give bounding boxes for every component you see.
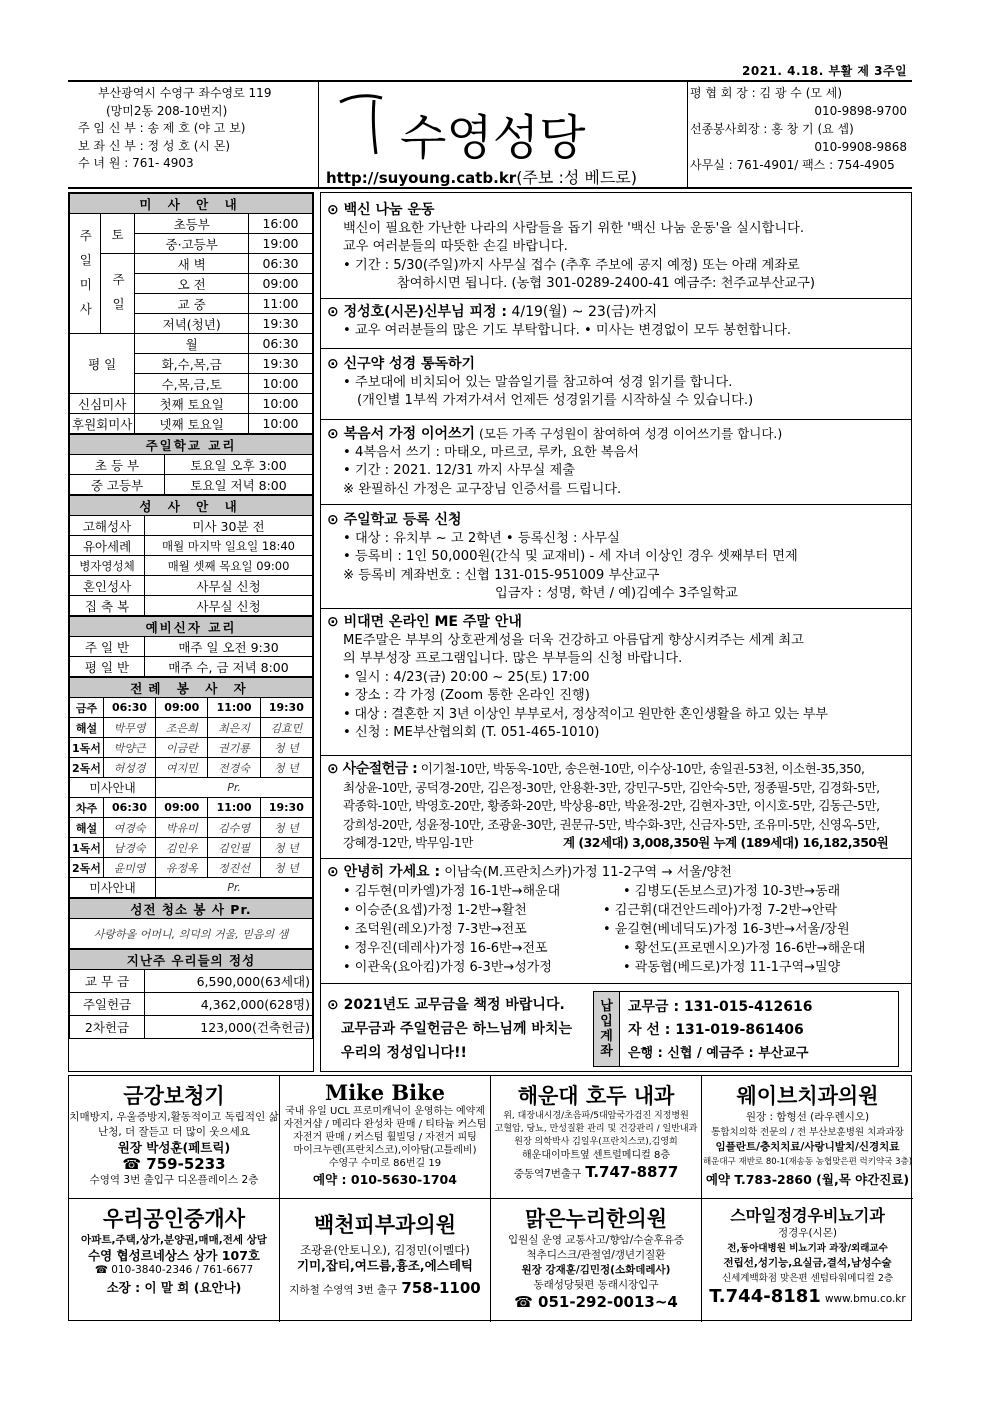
header-divider-left <box>318 80 319 187</box>
mass-time: 16:00 <box>249 214 313 234</box>
circle-dot-icon: ⊙ <box>327 304 344 320</box>
server-name: 최은지 <box>208 718 260 738</box>
server-time: 06:30 <box>103 698 155 718</box>
charity-account: 자 선 : 131-019-861406 <box>628 1022 804 1038</box>
special-mass-day: 첫째 토요일 <box>135 394 249 414</box>
sacrament-time: 매월 셋째 목요일 09:00 <box>145 556 313 576</box>
ad-line: 신세계백화점 맞은편 센텀타워메디컬 2층 <box>721 1273 894 1284</box>
notice-line: • 등록비 : 1인 50,000원(간식 및 교재비) - 세 자녀 이상인 경우 셋째부터 면제 <box>343 549 798 564</box>
notice-title-detail: (모든 가족 구성원이 참여하여 성경 이어쓰기를 합니다.) <box>475 426 783 441</box>
sacrament-name: 혼인성사 <box>70 576 145 596</box>
server-name: 김인우 <box>156 838 208 858</box>
server-name: 김인필 <box>208 838 260 858</box>
sacrament-time: 매월 마지막 일요일 18:40 <box>145 536 313 556</box>
server-name: 청 년 <box>260 858 312 878</box>
mass-slot: 교 중 <box>135 294 249 314</box>
ad-line: 중동역7번출구 <box>513 1168 582 1180</box>
mission-head-phone: 010-9908-9868 <box>814 140 907 154</box>
sacrament-time: 사무실 신청 <box>145 576 313 596</box>
divider <box>321 608 911 609</box>
ad-line: 수영구 수미로 86번길 19 <box>328 1158 442 1169</box>
farewell-family: • 정우진(데레사)가정 16-6반→전포 <box>343 940 548 956</box>
notice-vaccine <box>327 201 907 294</box>
server-role: 1독서 <box>70 838 104 858</box>
server-name: 박양근 <box>103 738 155 758</box>
farewell-family: • 김두현(미카엘)가정 16-1반→해운대 <box>343 883 561 899</box>
contacts <box>690 84 915 174</box>
divider <box>321 755 911 756</box>
ss-time: 토요일 오후 3:00 <box>165 455 313 475</box>
server-time: 09:00 <box>156 698 208 718</box>
notice-line: 최상윤-10만, 공덕경-20만, 김은정-30만, 안용환-3만, 강민구-5만, 김안숙-5만, 정종필-5만, 김경화-5만, <box>343 779 880 795</box>
ad-bike-shop[interactable] <box>280 1076 491 1199</box>
notice-line: ※ 등록비 계좌번호 : 신협 131-015-951009 부산교구 <box>343 567 660 583</box>
offering-type: 2차헌금 <box>70 1016 145 1039</box>
server-name: 김효민 <box>260 718 312 738</box>
ad-title: 우리공인중개사 <box>102 1207 245 1231</box>
logo-text: 수영성당 <box>400 110 586 166</box>
patron-saint: (주보 :성 베드로) <box>516 168 637 187</box>
ad-line: 자전거샵 / 메리다 완성차 판매 / 티타늄 커스텀 <box>283 1119 487 1130</box>
ad-phone: 예약 T.783-2860 (월,목 야간진료) <box>705 1172 910 1187</box>
server-name: 이금란 <box>156 738 208 758</box>
notice-line: ME주말은 부부의 상호관계성을 더욱 건강하고 아름답게 향상시켜주는 세계 최고 <box>343 632 804 648</box>
notice-line: 입금자 : 성명, 학년 / 예)김예수 3주일학교 <box>495 586 738 601</box>
ad-oriental-clinic[interactable] <box>491 1199 702 1322</box>
mass-slot: 오 전 <box>135 274 249 294</box>
notice-title: 주일학교 등록 신청 <box>343 512 462 528</box>
ad-line: 수영 협성르네상스 상가 107호 <box>88 1248 260 1263</box>
server-name: 김수영 <box>208 818 260 838</box>
notice-line: 교우 여러분들의 따뜻한 손길 바랍니다. <box>343 239 568 254</box>
mass-guide-value: Pr. <box>156 878 313 898</box>
farewell-family: • 윤길현(베네딕도)가정 16-3반→서울/장원 <box>603 921 850 937</box>
ad-phone: ☎ 759-5233 <box>122 1155 226 1173</box>
mass-slot: 수,목,금,토 <box>135 374 249 394</box>
sacrament-name: 집 축 복 <box>70 596 145 616</box>
circle-dot-icon: ⊙ <box>327 512 344 528</box>
saturday-label: 토 <box>100 214 135 254</box>
account-side-label: 납입계좌 <box>594 992 620 1066</box>
logo-mark-icon <box>330 84 680 170</box>
notice-line: • 신청 : ME부산협의회 (T. 051-465-1010) <box>343 725 600 740</box>
account-box <box>593 991 899 1067</box>
ad-phone: T.747-8877 <box>585 1163 679 1181</box>
special-mass-time: 10:00 <box>249 414 313 434</box>
pastor: 주 임 신 부 : 송 제 호 (야 고 보) <box>78 121 246 135</box>
church-logo <box>330 84 680 170</box>
weekday-label: 평 일 <box>70 334 135 394</box>
offering-amount: 4,362,000(628명) <box>145 993 313 1016</box>
ad-line: 원장 의학박사 김일우(프란치스코),김영희 <box>514 1137 678 1147</box>
sacrament-name: 병자영성체 <box>70 556 145 576</box>
notice-title: 백신 나눔 운동 <box>343 202 435 218</box>
server-name: 여경숙 <box>103 818 155 838</box>
notice-title-detail: 이남숙(M.프란치스카)가정 11-2구역 → 서울/양천 <box>440 865 732 880</box>
ad-title: 금강보청기 <box>123 1084 225 1108</box>
notice-line: • 기간 : 5/30(주일)까지 사무실 접수 (추후 주보에 공지 예정) 또는 아래 계좌로 <box>343 257 800 273</box>
mass-time: 10:00 <box>249 374 313 394</box>
offering-type: 주일헌금 <box>70 993 145 1016</box>
mass-title: 미 사 안 내 <box>70 194 313 214</box>
council-president-phone: 010-9898-9700 <box>814 104 907 118</box>
notice-farewell <box>327 863 907 978</box>
circle-dot-icon: ⊙ <box>327 997 344 1013</box>
server-name: 청 년 <box>260 738 312 758</box>
circle-dot-icon: ⊙ <box>327 614 344 630</box>
divider <box>321 983 911 984</box>
notice-line: • 기간 : 2021. 12/31 까지 사무실 제출 <box>343 463 575 478</box>
address-line1: 부산광역시 수영구 좌수영로 119 <box>98 86 272 100</box>
header-divider-right <box>687 80 688 187</box>
server-name: 남경숙 <box>103 838 155 858</box>
website <box>326 165 637 188</box>
convent: 수 녀 원 : 761- 4903 <box>78 156 194 170</box>
server-name: 권기룡 <box>208 738 260 758</box>
notice-title: 비대면 온라인 ME 주말 안내 <box>343 614 522 630</box>
ad-line: 수영역 3번 출입구 디온플레이스 2층 <box>89 1174 259 1186</box>
mission-head: 선종봉사회장 : 홍 창 기 (요 셉) <box>690 122 854 136</box>
notice-lent-offering <box>327 760 907 853</box>
server-name: 정진선 <box>208 858 260 878</box>
ad-line: 임플란트/충치치료/사랑니발치/신경치료 <box>715 1141 900 1153</box>
offering-table <box>69 949 313 1039</box>
server-name: 조은희 <box>156 718 208 738</box>
notice-title: 사순절헌금 : <box>342 761 418 777</box>
notice-title-detail: 4/19(월) ~ 23(금)까지 <box>507 304 658 320</box>
notice-line: • 4복음서 쓰기 : 마태오, 마르코, 루카, 요한 복음서 <box>343 444 640 460</box>
ad-line: 해운대이마트옆 센트럴메디컬 8층 <box>522 1150 670 1161</box>
sunday-mass-label: 주 일 미 사 <box>70 214 101 334</box>
notice-line: 의 부부성장 프로그램입니다. 많은 부부들의 신청 바랍니다. <box>343 651 683 666</box>
notice-line: 곽종학-10만, 박영호-20만, 황종화-20만, 박상용-8만, 박윤정-2만, 김현자-3만, 이시호-5만, 김동근-5만, <box>343 798 880 813</box>
ad-line: 난청, 더 잘듣고 더 많이 웃으세요 <box>98 1126 250 1138</box>
notice-line: 강혜경-12만, 박무임-1만 <box>343 835 473 850</box>
server-role: 해설 <box>70 818 104 838</box>
sunday-school-title: 주일학교 교리 <box>70 435 313 455</box>
server-name: 유정옥 <box>156 858 208 878</box>
farewell-family: • 김병도(돈보스코)가정 10-3반→동래 <box>623 883 841 899</box>
ad-line: ☎ 010-3840-2346 / 761-6677 <box>94 1264 254 1276</box>
sacrament-time: 사무실 신청 <box>145 596 313 616</box>
sacrament-name: 고해성사 <box>70 516 145 536</box>
ad-line: 원장 강재훈/김민정(소화데레사) <box>521 1264 671 1276</box>
server-name: 청 년 <box>260 758 312 778</box>
ad-line: 자전거 판매 / 커스텀 휠빌딩 / 자전거 피팅 <box>293 1132 477 1143</box>
server-name: 윤미영 <box>103 858 155 878</box>
schedule-column <box>68 192 314 1072</box>
notice-line: • 주보대에 비치되어 있는 말씀일기를 참고하여 성경 읽기를 합니다. <box>343 374 733 390</box>
server-time: 06:30 <box>103 798 155 818</box>
server-time: 09:00 <box>156 798 208 818</box>
notice-me-weekend <box>327 613 907 743</box>
notice-line: • 대상 : 유치부 ~ 고 2학년 • 등록신청 : 사무실 <box>343 530 620 546</box>
farewell-family: • 황선도(프로멘시오)가정 16-6반→해운대 <box>623 940 866 956</box>
ad-title: 웨이브치과의원 <box>736 1084 879 1108</box>
notice-title: 정성호(시몬)신부님 피정 : <box>343 304 507 320</box>
week-label: 차주 <box>70 798 104 818</box>
ad-line: 입원실 운영 교통사고/향암/수술후유증 <box>507 1234 685 1246</box>
circle-dot-icon: ⊙ <box>327 202 344 218</box>
sunday-label: 주 일 <box>100 254 135 334</box>
ad-line: 조광윤(안토니오), 김정민(이멜다) <box>300 1243 470 1257</box>
circle-dot-icon: ⊙ <box>327 864 344 880</box>
assistant-priest: 보 좌 신 부 : 정 성 호 (시 몬) <box>78 138 231 153</box>
ad-line: 정경우(시몬) <box>778 1227 837 1239</box>
ad-line: 지하철 수영역 3번 출구 <box>289 1284 398 1296</box>
notice-line: • 교우 여러분들의 많은 기도 부탁합니다. • 미사는 변경없이 모두 봉헌합니다. <box>343 322 792 338</box>
offering-type: 교 무 금 <box>70 970 145 993</box>
mass-guide-value: Pr. <box>156 778 313 798</box>
server-time: 19:30 <box>260 798 312 818</box>
sunday-school-table <box>69 434 313 495</box>
liturgy-servers-table <box>69 677 313 898</box>
ad-line: 국내 유일 UCL 프로미캐닉이 운영하는 예약제 <box>285 1106 485 1117</box>
server-role: 2독서 <box>70 858 104 878</box>
offering-amount: 6,590,000(63세대) <box>145 970 313 993</box>
ad-title: 스마일정경우비뇨기과 <box>730 1206 885 1225</box>
ad-dental-clinic[interactable] <box>702 1076 913 1199</box>
mass-slot: 초등부 <box>135 214 249 234</box>
farewell-family: • 이관욱(요아킴)가정 6-3반→성가정 <box>343 959 552 975</box>
circle-dot-icon: ⊙ <box>327 426 344 442</box>
header-top-rule <box>68 80 912 82</box>
ad-title: 맑은누리한의원 <box>524 1207 667 1231</box>
mass-slot: 월 <box>135 334 249 354</box>
special-mass-name: 신심미사 <box>70 394 135 414</box>
ad-line: 원장 : 함형선 (라우렌시오) <box>745 1111 870 1123</box>
notice-line: 백신이 필요한 가난한 나라의 사람들을 돕기 위한 '백신 나눔 운동'을 실시합니다. <box>343 220 805 236</box>
ad-line: 치매방지, 우울증방지,활동적이고 독립적인 삶 <box>69 1111 279 1123</box>
special-mass-name: 후원회미사 <box>70 414 135 434</box>
server-name: 박무영 <box>103 718 155 738</box>
ad-line: 원장 박성훈(페트릭) <box>117 1140 231 1155</box>
notice-line: 이기철-10만, 박동욱-10만, 송은현-10만, 이수상-10만, 송일권-53천, 이소현-35,350, <box>420 761 865 776</box>
divider <box>321 858 911 859</box>
ad-line: 해운대구 재반로 80-1(재송동 농협맞은편 럭키약국 3층) <box>702 1157 913 1167</box>
ss-group: 초 등 부 <box>70 455 165 475</box>
mass-time: 19:30 <box>249 314 313 334</box>
ss-group: 중 고등부 <box>70 475 165 495</box>
ad-phone: T.744-8181 <box>709 1286 821 1307</box>
catechumen-table <box>69 616 313 677</box>
divider <box>321 419 911 420</box>
tithe-account: 교무금 : 131-015-412616 <box>628 999 813 1015</box>
ad-phone: 예약 : 010-5630-1704 <box>313 1172 457 1187</box>
website-url[interactable]: http://suyoung.catb.kr <box>326 169 517 187</box>
special-mass-time: 10:00 <box>249 394 313 414</box>
notice-bible-reading <box>327 355 907 411</box>
notice-line: 2021년도 교무금을 책정 바랍니다. <box>343 997 565 1013</box>
ad-line: 동래성당뒷편 동래시장입구 <box>533 1279 659 1291</box>
notice-gospel-writing <box>327 425 907 499</box>
offering-total: 계 (32세대) 3,008,350원 누계 (189세대) 16,182,350원 <box>562 835 889 850</box>
mass-slot: 중·고등부 <box>135 234 249 254</box>
ad-line: 척추디스크/관절염/갱년기질환 <box>526 1249 666 1261</box>
mass-time: 19:00 <box>249 234 313 254</box>
farewell-list <box>327 883 907 978</box>
issue-date: 2021. 4.18. 부활 제 3주일 <box>742 64 908 78</box>
server-time: 11:00 <box>208 798 260 818</box>
notice-line: ※ 완필하신 가정은 교구장님 인증서를 드립니다. <box>343 481 622 497</box>
sacrament-title: 성 사 안 내 <box>70 496 313 516</box>
circle-dot-icon: ⊙ <box>327 356 344 372</box>
notice-title: 안녕히 가세요 : <box>343 864 441 880</box>
office-contact: 사무실 : 761-4901/ 팩스 : 754-4905 <box>690 158 895 172</box>
circle-dot-icon: ⊙ <box>327 761 343 777</box>
ad-line: 위, 대장내시경/초음파/5대암국가검진 지정병원 <box>503 1111 689 1121</box>
notice-line: 참여하시면 됩니다. (농협 301-0289-2400-41 예금주: 천주교부산교구) <box>397 276 816 291</box>
mass-guide-label: 미사안내 <box>70 878 156 898</box>
notice-title: 신구약 성경 통독하기 <box>343 356 476 372</box>
farewell-family: • 이승준(요셉)가정 1-2반→활천 <box>343 902 527 918</box>
ads-grid <box>68 1075 912 1321</box>
notice-line: 교무금과 주일헌금은 하느님께 바치는 <box>341 1021 573 1037</box>
farewell-family: • 김근휘(대건안드레아)가정 7-2반→안락 <box>603 902 838 918</box>
notice-line: 우리의 정성입니다!! <box>341 1045 467 1061</box>
catechumen-class: 평 일 반 <box>70 657 145 677</box>
ss-time: 토요일 저녁 8:00 <box>165 475 313 495</box>
mass-time: 19:30 <box>249 354 313 374</box>
farewell-family: • 곽동협(베드로)가정 11-1구역→밀양 <box>623 959 841 975</box>
week-label: 금주 <box>70 698 104 718</box>
notice-tithe <box>327 993 587 1065</box>
notice-line: 강희성-20만, 성윤정-10만, 조광윤-30만, 권문규-5만, 박수화-3만, 신금자-5만, 조유미-5만, 신영옥-5만, <box>343 816 880 832</box>
ad-dermatology[interactable] <box>280 1199 491 1322</box>
server-time: 11:00 <box>208 698 260 718</box>
sacrament-time: 미사 30분 전 <box>145 516 313 536</box>
server-role: 해설 <box>70 718 104 738</box>
ad-line: 전립선,성기능,요실금,결석,남성수술 <box>723 1257 892 1269</box>
divider <box>321 348 911 349</box>
ad-phone: ☎ 051-292-0013~4 <box>514 1293 678 1311</box>
catechumen-title: 예비신자 교리 <box>70 617 313 637</box>
mass-time: 09:00 <box>249 274 313 294</box>
notice-line: • 일시 : 4/23(금) 20:00 ~ 25(토) 17:00 <box>343 669 590 685</box>
notice-line: • 대상 : 결혼한 지 3년 이상인 부부로서, 정상적이고 원만한 혼인생활을 하고 있는 부부 <box>343 706 828 722</box>
divider <box>321 504 911 505</box>
notice-line: • 장소 : 각 가정 (Zoom 통한 온라인 진행) <box>343 688 590 703</box>
ad-phone: 758-1100 <box>401 1279 481 1297</box>
notices-column <box>320 192 912 1072</box>
bank-info: 은행 : 신협 / 예금주 : 부산교구 <box>628 1046 809 1061</box>
mass-slot: 저녁(청년) <box>135 314 249 334</box>
ad-title: 백천피부과의원 <box>313 1213 456 1237</box>
ad-line: 전,동아대병원 비뇨기과 과장/외래교수 <box>727 1243 888 1254</box>
notice-retreat <box>327 303 907 340</box>
ad-realtor[interactable] <box>69 1199 280 1322</box>
ad-title: 해운대 호두 내과 <box>517 1084 675 1108</box>
mass-table <box>69 193 313 434</box>
special-mass-day: 넷째 토요일 <box>135 414 249 434</box>
ad-phone: 소장 : 이 말 희 (요안나) <box>106 1280 242 1295</box>
mass-time: 06:30 <box>249 254 313 274</box>
cleaning-title: 성전 청소 봉 사 Pr. <box>70 899 313 919</box>
offering-amount: 123,000(건축헌금) <box>145 1016 313 1039</box>
ad-line: 통합치의학 전문의 / 전 부산보훈병원 치과과장 <box>711 1127 904 1138</box>
notice-title: 복음서 가정 이어쓰기 <box>343 426 476 442</box>
catechumen-time: 매주 일 오전 9:30 <box>145 637 313 657</box>
mass-time: 06:30 <box>249 334 313 354</box>
server-role: 1독서 <box>70 738 104 758</box>
mass-slot: 화,수,목,금 <box>135 354 249 374</box>
server-name: 여지민 <box>156 758 208 778</box>
mass-time: 11:00 <box>249 294 313 314</box>
catechumen-class: 주 일 반 <box>70 637 145 657</box>
offering-title: 지난주 우리들의 정성 <box>70 950 313 970</box>
server-time: 19:30 <box>260 698 312 718</box>
mass-slot: 새 벽 <box>135 254 249 274</box>
ad-urology[interactable] <box>702 1199 913 1322</box>
server-name: 허성경 <box>103 758 155 778</box>
mass-guide-label: 미사안내 <box>70 778 156 798</box>
notice-sunday-school <box>327 511 907 604</box>
ad-line: 아파트,주택,상가,분양권,매매,전세 상담 <box>81 1234 267 1246</box>
ad-hearing-aid[interactable] <box>69 1076 280 1199</box>
sacrament-name: 유아세례 <box>70 536 145 556</box>
cleaning-group: 사랑하올 어머니, 의덕의 거울, 믿음의 샘 <box>70 919 313 949</box>
address-line2: (망미2동 208-10번지) <box>106 103 228 118</box>
sacrament-table <box>69 495 313 616</box>
council-president: 평 협 회 장 : 김 광 수 (모 세) <box>690 86 843 100</box>
ad-line: 고혈압, 당뇨, 만성질환 관리 및 건강관리 / 일반내과 <box>494 1124 698 1134</box>
ad-website[interactable]: www.bmu.co.kr <box>824 1293 906 1305</box>
divider <box>321 298 911 299</box>
server-name: 전경숙 <box>208 758 260 778</box>
ad-internal-medicine[interactable] <box>491 1076 702 1199</box>
ad-line: 기미,잡티,여드름,흉조,에스테틱 <box>297 1258 473 1273</box>
church-info <box>68 85 318 185</box>
ad-line: 마이크누렌(프란치스코),이아탐(고틀레비) <box>293 1145 477 1156</box>
server-name: 박유미 <box>156 818 208 838</box>
server-name: 청 년 <box>260 838 312 858</box>
cleaning-table <box>69 898 313 949</box>
ad-title: Mike Bike <box>324 1080 446 1105</box>
catechumen-time: 매주 수, 금 저녁 8:00 <box>145 657 313 677</box>
servers-title: 전례 봉 사 자 <box>70 678 313 698</box>
farewell-family: • 조덕원(레오)가정 7-3반→전포 <box>343 921 527 937</box>
notice-line: (개인별 1부씩 가져가셔서 언제든 성경읽기를 시작하실 수 있습니다.) <box>357 393 754 408</box>
server-name: 청 년 <box>260 818 312 838</box>
server-role: 2독서 <box>70 758 104 778</box>
